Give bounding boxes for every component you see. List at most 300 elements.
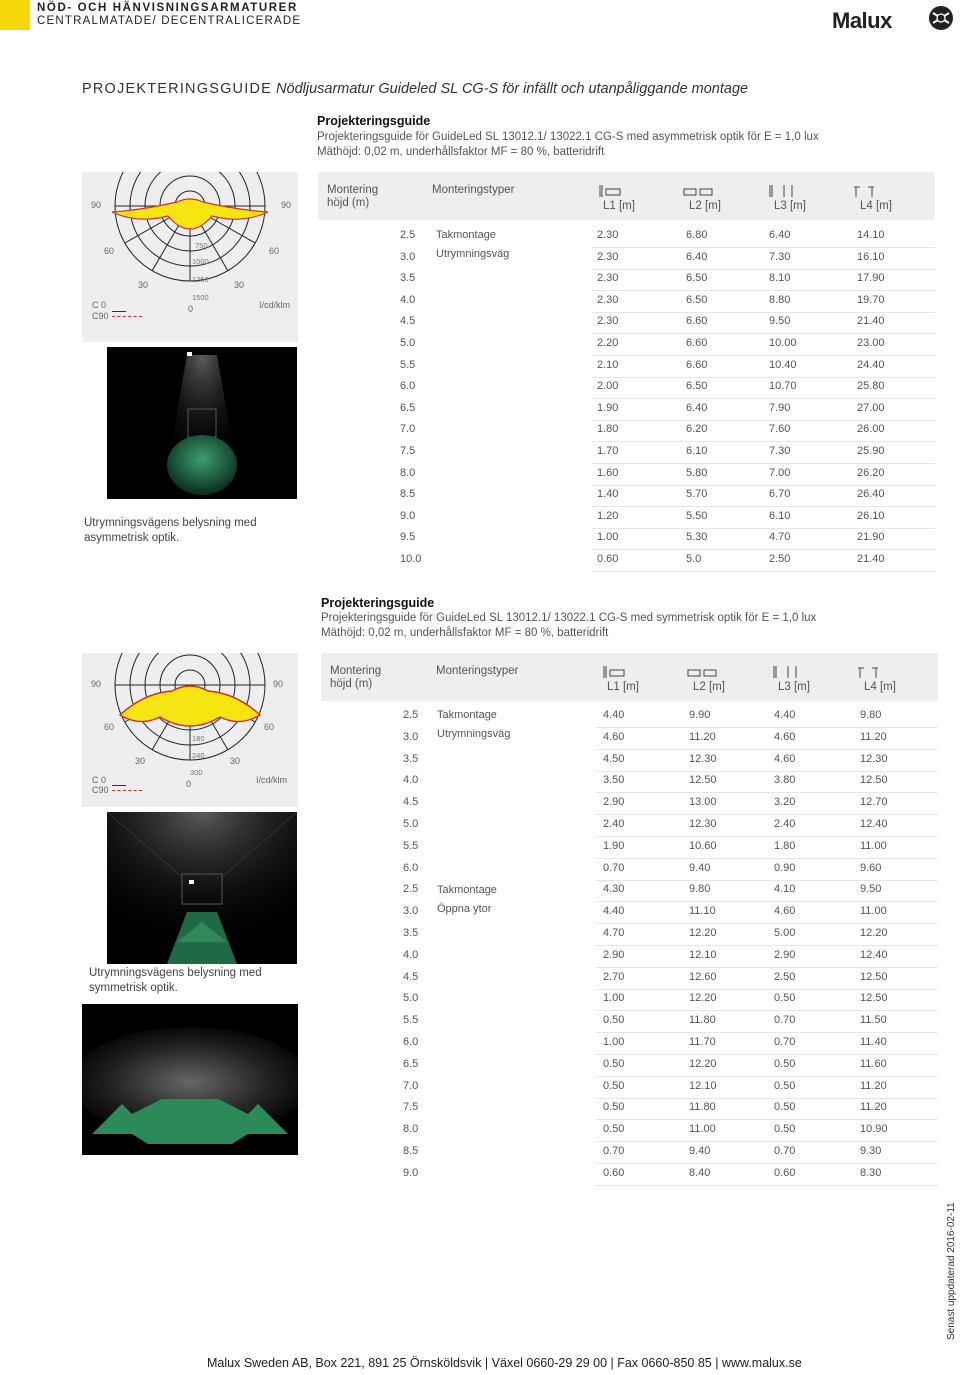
section2-heading: Projekteringsguide (321, 596, 435, 610)
distance-cell: 24.40 (857, 358, 885, 371)
mounting-height-cell: 9.0 (400, 509, 416, 522)
distance-cell: 12.20 (860, 927, 888, 939)
corridor-render-svg (107, 812, 297, 964)
distance-cell: 1.00 (603, 992, 625, 1005)
distance-cell: 12.40 (860, 948, 888, 961)
distance-cell: 4.40 (603, 905, 625, 918)
distance-cell: 12.30 (689, 752, 717, 765)
mounting-type-icons (598, 185, 898, 197)
distance-cell: 0.60 (603, 1166, 625, 1179)
distance-cell: 6.10 (686, 445, 708, 457)
distance-cell: 0.50 (774, 1101, 796, 1114)
distance-cell: 27.00 (857, 401, 885, 414)
group-label-area: Utrymningsväg (437, 728, 511, 740)
page-title-italic: Nödljusarmatur Guideled SL CG-S för infällt och utanpåliggande montage (276, 81, 749, 97)
mounting-height-cell: 4.0 (403, 948, 419, 961)
row-divider (592, 398, 935, 399)
mounting-height-cell: 3.0 (403, 905, 419, 918)
col-types-header: Monteringstyper (436, 665, 519, 677)
distance-cell: 6.80 (686, 229, 708, 241)
distance-cell: 5.00 (774, 927, 796, 939)
distance-cell: 4.70 (603, 927, 625, 939)
group-label-mount: Takmontage (436, 229, 496, 241)
distance-cell: 6.60 (686, 315, 708, 328)
c0-legend-line (112, 785, 126, 786)
row-divider (592, 571, 935, 572)
distance-cell: 5.80 (686, 466, 708, 479)
row-divider (592, 549, 935, 550)
distance-cell: 9.40 (689, 1145, 711, 1157)
c0-label: C 0 (92, 775, 107, 785)
section1-heading: Projekteringsguide (317, 114, 431, 128)
brand-emblem-icon (928, 5, 954, 31)
row-divider (596, 858, 938, 859)
section1-line1: Projekteringsguide för GuideLed SL 13012.1/ 13022.1 CG-S med asymmetrisk optik för E = 1,0 lux (317, 131, 819, 143)
distance-cell: 2.90 (774, 948, 796, 961)
distance-cell: 1.20 (597, 509, 619, 522)
distance-cell: 7.30 (769, 250, 791, 263)
row-divider (592, 269, 935, 270)
section1-polar-diagram (82, 172, 298, 342)
distance-cell: 1.70 (597, 445, 619, 457)
c90-label: C90 (92, 785, 109, 795)
row-divider (596, 1076, 938, 1077)
mounting-height-cell: 5.5 (400, 358, 416, 371)
distance-cell: 0.50 (603, 1079, 625, 1092)
page-title (82, 81, 748, 97)
distance-cell: 9.80 (689, 883, 711, 896)
distance-cell: 0.60 (774, 1166, 796, 1179)
distance-cell: 0.50 (774, 992, 796, 1005)
distance-cell: 10.90 (860, 1123, 888, 1136)
distance-cell: 0.60 (597, 553, 619, 565)
distance-cell: 12.30 (860, 752, 888, 765)
distance-cell: 9.50 (769, 315, 791, 328)
mounting-height-cell: 4.0 (400, 293, 416, 306)
row-divider (592, 463, 935, 464)
distance-cell: 11.20 (860, 1079, 887, 1092)
distance-cell: 26.40 (857, 488, 885, 501)
distance-cell: 5.70 (686, 488, 708, 501)
distance-cell: 4.60 (774, 905, 796, 918)
distance-cell: 1.90 (603, 839, 625, 852)
angle-label: 90 (273, 679, 284, 689)
ring-label: 1000 (192, 257, 209, 266)
angle-label: 30 (135, 756, 146, 766)
distance-cell: 13.00 (689, 796, 717, 809)
mounting-height-cell: 8.5 (400, 488, 416, 501)
distance-cell: 2.30 (597, 315, 619, 328)
distance-cell: 2.40 (774, 818, 796, 830)
distance-cell: 0.90 (774, 861, 796, 874)
row-divider (596, 1141, 938, 1142)
distance-cell: 11.20 (689, 730, 716, 743)
mounting-height-cell: 5.0 (403, 818, 419, 830)
distance-cell: 17.90 (857, 272, 885, 285)
row-divider (592, 290, 935, 291)
c90-label: C90 (92, 311, 109, 321)
distance-cell: 11.00 (860, 839, 887, 852)
distance-cell: 6.20 (686, 423, 708, 436)
ring-label: 750 (195, 241, 208, 250)
distance-cell: 6.40 (686, 401, 708, 414)
col-l2-header: L2 [m] (689, 200, 721, 212)
row-divider (596, 771, 938, 772)
col-height-header: Montering höjd (m) (327, 184, 379, 209)
distance-cell: 2.70 (603, 970, 625, 983)
distance-cell: 1.90 (597, 401, 619, 414)
section2-line1: Projekteringsguide för GuideLed SL 13012.1/ 13022.1 CG-S med symmetrisk optik för E = 1,0 lux (321, 612, 817, 624)
distance-cell: 11.80 (689, 1014, 716, 1027)
angle-label: 60 (104, 246, 115, 256)
distance-cell: 12.40 (860, 818, 888, 830)
distance-cell: 0.70 (774, 1014, 796, 1027)
footer-contact: Malux Sweden AB, Box 221, 891 25 Örnsköldsvik | Växel 0660-29 29 00 | Fax 0660-850 85 | www.malux.se (207, 1356, 802, 1370)
angle-label: 90 (281, 200, 292, 210)
header-category: NÖD- OCH HÄNVISNINGSARMATURER (37, 2, 298, 14)
distance-cell: 12.20 (689, 992, 717, 1005)
distance-cell: 1.00 (603, 1036, 625, 1048)
mounting-height-cell: 6.0 (400, 380, 416, 393)
distance-cell: 4.30 (603, 883, 625, 896)
c0-label: C 0 (92, 300, 107, 310)
distance-cell: 5.0 (686, 553, 702, 565)
header-accent-bar (0, 0, 30, 30)
distance-cell: 1.80 (597, 423, 619, 436)
unit-label: I/cd/klm (256, 775, 288, 785)
distance-cell: 5.50 (686, 509, 708, 522)
distance-cell: 4.60 (774, 730, 796, 743)
unit-label: I/cd/klm (259, 300, 291, 310)
distance-cell: 4.60 (603, 730, 625, 743)
row-divider (592, 420, 935, 421)
section1-corridor-render (107, 347, 297, 499)
distance-cell: 6.60 (686, 358, 708, 371)
distance-cell: 21.90 (857, 531, 885, 544)
row-divider (596, 792, 938, 793)
col-l4-header: L4 [m] (860, 200, 892, 212)
row-divider (596, 1054, 938, 1055)
mounting-height-cell: 10.0 (400, 553, 422, 565)
distance-cell: 9.40 (689, 861, 711, 874)
mounting-height-cell: 5.5 (403, 1014, 419, 1027)
distance-cell: 25.80 (857, 380, 885, 393)
distance-cell: 9.30 (860, 1145, 882, 1157)
distance-cell: 2.00 (597, 380, 619, 393)
distance-cell: 19.70 (857, 293, 885, 306)
distance-cell: 6.50 (686, 293, 708, 306)
distance-cell: 11.00 (860, 905, 887, 918)
distance-cell: 7.30 (769, 445, 791, 457)
distance-cell: 11.70 (689, 1036, 716, 1048)
group-label-mount: Takmontage (437, 884, 497, 896)
distance-cell: 7.60 (769, 423, 791, 436)
mounting-type-icons (602, 666, 902, 678)
distance-cell: 1.60 (597, 466, 619, 479)
mounting-height-cell: 5.0 (400, 337, 416, 349)
mounting-height-cell: 8.5 (403, 1145, 419, 1157)
distance-cell: 11.20 (860, 730, 887, 743)
section2-polar-diagram (82, 653, 298, 807)
distance-cell: 11.60 (860, 1057, 887, 1070)
mounting-height-cell: 7.0 (400, 423, 416, 436)
mounting-height-cell: 7.5 (403, 1101, 419, 1114)
distance-cell: 12.70 (860, 796, 888, 809)
distance-cell: 6.10 (769, 509, 791, 522)
mounting-height-cell: 2.5 (403, 883, 419, 896)
angle-label: 30 (230, 756, 241, 766)
mounting-height-cell: 3.5 (403, 927, 419, 939)
angle-label: 30 (138, 280, 149, 290)
distance-cell: 0.50 (774, 1057, 796, 1070)
section1-line2: Mäthöjd: 0,02 m, underhållsfaktor MF = 80 %, batteridrift (317, 146, 605, 158)
group-label-area: Utrymningsväg (436, 248, 510, 260)
distance-cell: 7.90 (769, 401, 791, 414)
distance-cell: 0.50 (774, 1079, 796, 1092)
distance-cell: 11.50 (860, 1014, 887, 1027)
mounting-height-cell: 7.0 (403, 1079, 419, 1092)
distance-cell: 2.40 (603, 818, 625, 830)
distance-cell: 12.20 (689, 927, 717, 939)
ring-label: 300 (190, 768, 203, 777)
mounting-height-cell: 6.5 (403, 1057, 419, 1070)
distance-cell: 14.10 (857, 229, 885, 241)
distance-cell: 9.80 (860, 709, 882, 721)
c0-legend-line (112, 311, 126, 312)
distance-cell: 6.50 (686, 380, 708, 393)
distance-cell: 25.90 (857, 445, 885, 457)
distance-cell: 12.50 (860, 774, 888, 787)
distance-cell: 26.20 (857, 466, 885, 479)
distance-cell: 2.50 (774, 970, 796, 983)
distance-cell: 0.50 (603, 1123, 625, 1136)
row-divider (596, 923, 938, 924)
col-height-header: Montering höjd (m) (330, 665, 382, 690)
row-divider (592, 377, 935, 378)
updated-date: Senast uppdaterad 2016-02-11 (946, 1202, 957, 1340)
distance-cell: 10.00 (769, 337, 797, 349)
distance-cell: 12.50 (860, 970, 888, 983)
mounting-height-cell: 4.5 (403, 970, 419, 983)
distance-cell: 2.30 (597, 272, 619, 285)
distance-cell: 0.50 (603, 1014, 625, 1027)
distance-cell: 2.30 (597, 293, 619, 306)
row-divider (596, 1010, 938, 1011)
angle-label: 30 (234, 280, 245, 290)
row-divider (596, 749, 938, 750)
row-divider (596, 1098, 938, 1099)
angle-label: 90 (91, 200, 102, 210)
row-divider (592, 355, 935, 356)
mounting-height-cell: 5.5 (403, 839, 419, 852)
distance-cell: 10.60 (689, 839, 717, 852)
distance-cell: 7.00 (769, 466, 791, 479)
row-divider (592, 441, 935, 442)
section2-line2: Mäthöjd: 0,02 m, underhållsfaktor MF = 80 %, batteridrift (321, 627, 609, 639)
distance-cell: 12.10 (689, 1079, 717, 1092)
distance-cell: 2.90 (603, 948, 625, 961)
row-divider (596, 901, 938, 902)
row-divider (592, 312, 935, 313)
distance-cell: 8.10 (769, 272, 791, 285)
distance-cell: 11.40 (860, 1036, 887, 1048)
mounting-height-cell: 4.5 (403, 796, 419, 809)
distance-cell: 26.10 (857, 509, 885, 522)
c90-legend-line (112, 790, 142, 791)
row-divider (596, 814, 938, 815)
distance-cell: 21.40 (857, 553, 885, 565)
angle-label: 60 (104, 722, 115, 732)
distance-cell: 2.30 (597, 250, 619, 263)
distance-cell: 0.50 (603, 1101, 625, 1114)
distance-cell: 21.40 (857, 315, 885, 328)
section2-corridor-render (107, 812, 297, 964)
distance-cell: 4.50 (603, 752, 625, 765)
mounting-height-cell: 6.0 (403, 1036, 419, 1048)
distance-cell: 0.70 (603, 861, 625, 874)
distance-cell: 1.80 (774, 839, 796, 852)
row-divider (596, 945, 938, 946)
distance-cell: 3.50 (603, 774, 625, 787)
distance-cell: 4.60 (774, 752, 796, 765)
mounting-height-cell: 3.5 (403, 752, 419, 765)
distance-cell: 8.80 (769, 293, 791, 306)
distance-cell: 0.70 (774, 1145, 796, 1157)
distance-cell: 2.10 (597, 358, 619, 371)
distance-cell: 12.50 (860, 992, 888, 1005)
distance-cell: 0.70 (774, 1036, 796, 1048)
open-area-render-svg (82, 1004, 298, 1155)
mounting-height-cell: 8.0 (403, 1123, 419, 1136)
distance-cell: 11.00 (689, 1123, 716, 1136)
distance-cell: 1.40 (597, 488, 619, 501)
header-subcategory: CENTRALMATADE/ DECENTRALICERADE (37, 15, 302, 27)
angle-label: 60 (269, 246, 280, 256)
distance-cell: 3.20 (774, 796, 796, 809)
mounting-height-cell: 4.5 (400, 315, 416, 328)
distance-cell: 12.20 (689, 1057, 717, 1070)
mounting-height-cell: 9.0 (403, 1166, 419, 1179)
row-divider (596, 1163, 938, 1164)
col-l3-header: L3 [m] (778, 681, 810, 693)
distance-cell: 12.50 (689, 774, 717, 787)
distance-cell: 8.30 (860, 1166, 882, 1179)
distance-cell: 12.60 (689, 970, 717, 983)
mounting-height-cell: 6.0 (403, 861, 419, 874)
distance-cell: 6.40 (686, 250, 708, 263)
row-divider (596, 989, 938, 990)
distance-cell: 9.60 (860, 861, 882, 874)
ring-label: 240 (192, 751, 205, 760)
ring-label: 0 (186, 779, 192, 789)
angle-label: 90 (91, 679, 102, 689)
distance-cell: 0.50 (603, 1057, 625, 1070)
distance-cell: 6.60 (686, 337, 708, 349)
distance-cell: 10.40 (769, 358, 797, 371)
corridor-render-svg (107, 347, 297, 499)
brand-logo[interactable]: Malux (832, 8, 892, 33)
ring-label: 1250 (192, 275, 209, 284)
row-divider (596, 727, 938, 728)
group-label-mount: Takmontage (437, 709, 497, 721)
distance-cell: 9.90 (689, 709, 711, 721)
distance-cell: 2.50 (769, 553, 791, 565)
distance-cell: 12.30 (689, 818, 717, 830)
row-divider (592, 485, 935, 486)
col-l1-header: L1 [m] (603, 200, 635, 212)
distance-cell: 16.10 (857, 250, 885, 263)
mounting-height-cell: 4.0 (403, 774, 419, 787)
distance-cell: 2.20 (597, 337, 619, 349)
distance-cell: 10.70 (769, 380, 797, 393)
section2-open-area-render (82, 1004, 298, 1155)
distance-cell: 0.50 (774, 1123, 796, 1136)
angle-label: 60 (264, 722, 275, 732)
distance-cell: 1.00 (597, 531, 619, 544)
mounting-height-cell: 7.5 (400, 445, 416, 457)
distance-cell: 3.80 (774, 774, 796, 787)
mounting-height-cell: 5.0 (403, 992, 419, 1005)
page-title-caps: PROJEKTERINGSGUIDE (82, 81, 272, 97)
mounting-height-cell: 3.5 (400, 272, 416, 285)
distance-cell: 4.40 (774, 709, 796, 721)
mounting-height-cell: 3.0 (403, 730, 419, 743)
distance-cell: 6.50 (686, 272, 708, 285)
mounting-height-cell: 2.5 (403, 709, 419, 721)
distance-cell: 26.00 (857, 423, 885, 436)
distance-cell: 11.80 (689, 1101, 716, 1114)
mounting-height-cell: 3.0 (400, 250, 416, 263)
distance-cell: 5.30 (686, 531, 708, 544)
distance-cell: 0.70 (603, 1145, 625, 1157)
section1-caption: Utrymningsvägens belysning med asymmetrisk optik. (84, 517, 257, 544)
ring-label: 0 (188, 304, 194, 314)
distance-cell: 2.90 (603, 796, 625, 809)
distance-cell: 11.20 (860, 1101, 887, 1114)
distance-cell: 6.40 (769, 229, 791, 241)
mounting-height-cell: 6.5 (400, 401, 416, 414)
row-divider (592, 506, 935, 507)
distance-cell: 12.10 (689, 948, 717, 961)
ring-label: 180 (192, 734, 205, 743)
distance-cell: 23.00 (857, 337, 885, 349)
distance-cell: 6.70 (769, 488, 791, 501)
section2-caption: Utrymningsvägens belysning med symmetrisk optik. (89, 967, 262, 994)
group-label-area: Öppna ytor (437, 903, 492, 915)
mounting-height-cell: 2.5 (400, 229, 416, 241)
row-divider (596, 1185, 938, 1186)
row-divider (592, 247, 935, 248)
row-divider (592, 333, 935, 334)
mounting-height-cell: 9.5 (400, 531, 416, 544)
col-l2-header: L2 [m] (693, 681, 725, 693)
mounting-height-cell: 8.0 (400, 466, 416, 479)
row-divider (596, 836, 938, 837)
distance-cell: 11.10 (689, 905, 716, 918)
row-divider (596, 1032, 938, 1033)
distance-cell: 4.40 (603, 709, 625, 721)
distance-cell: 4.10 (774, 883, 796, 896)
distance-cell: 8.40 (689, 1166, 711, 1179)
c90-legend-line (112, 316, 142, 317)
row-divider (596, 880, 938, 881)
row-divider (596, 967, 938, 968)
col-l4-header: L4 [m] (864, 681, 896, 693)
col-l1-header: L1 [m] (607, 681, 639, 693)
row-divider (596, 1119, 938, 1120)
distance-cell: 9.50 (860, 883, 882, 896)
col-types-header: Monteringstyper (432, 184, 515, 196)
